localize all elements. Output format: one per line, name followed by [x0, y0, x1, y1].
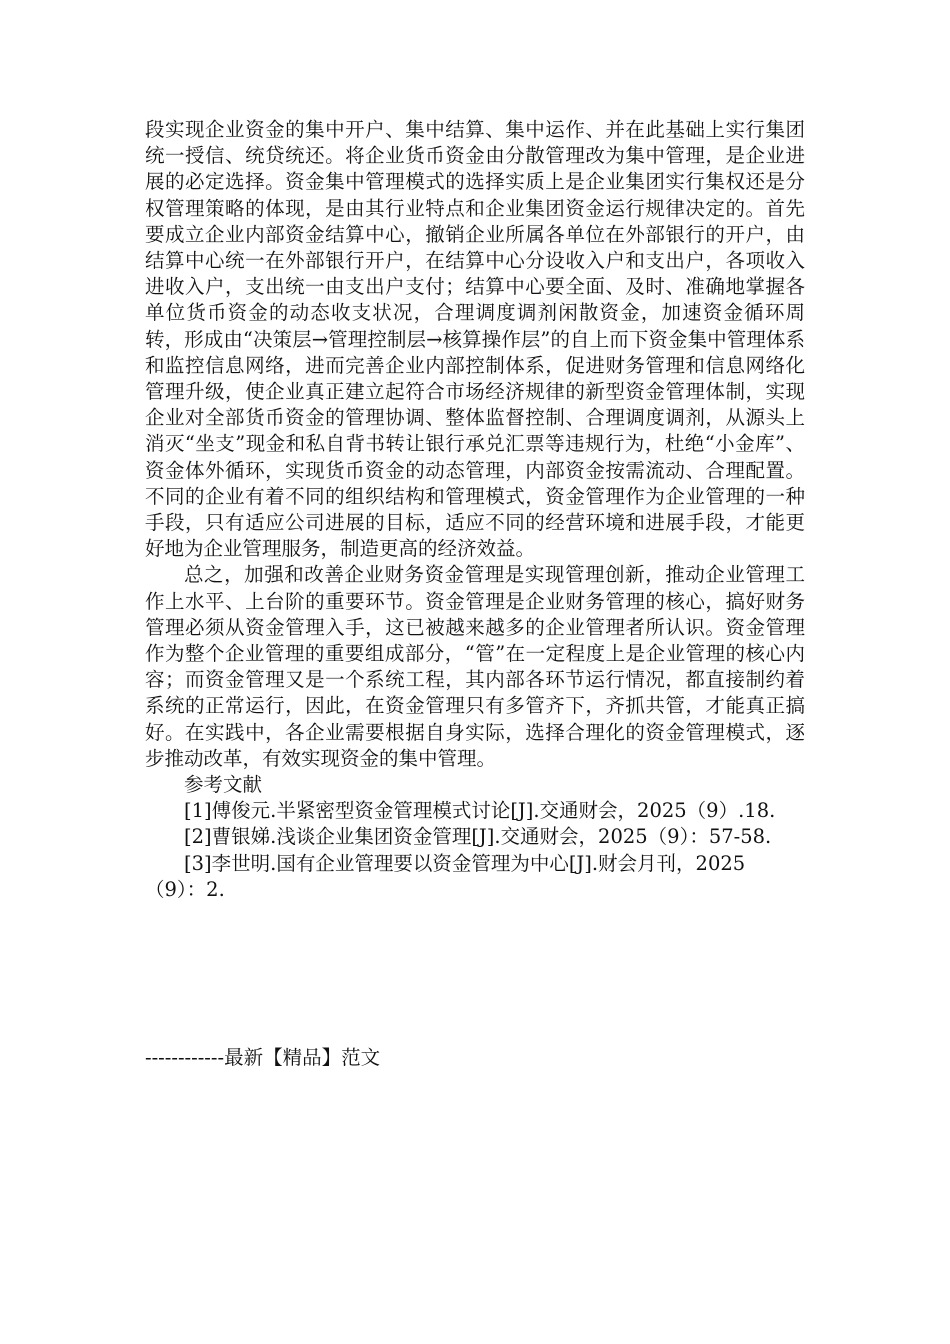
- body-paragraph-2: 总之，加强和改善企业财务资金管理是实现管理创新，推动企业管理工作上水平、上台阶的重要环节。资金管理是企业财务管理的核心，搞好财务管理必须从资金管理入手，这已被越来越多的企业管理者所认识。资金管理作为整个企业管理的重要组成部分，“管”在一定程度上是企业管理的核心内容；而资金管理又是一个系统工程，其内部各环节运行情况，都直接制约着系统的正常运行，因此，在资金管理只有多管齐下，齐抓共管，才能真正搞好。在实践中，各企业需要根据自身实际，选择合理化的资金管理模式，逐步推动改革，有效实现资金的集中管理。: [145, 563, 805, 770]
- footer-banner: ------------最新【精品】范文: [145, 1046, 381, 1069]
- reference-item-2: [2]曹银娣.浅谈企业集团资金管理[J].交通财会，2025（9）：57-58.: [184, 825, 772, 849]
- reference-item-3: [3]李世明.国有企业管理要以资金管理为中心[J].财会月刊，2025（9）：2.: [145, 851, 746, 901]
- references-title: 参考文献: [184, 773, 263, 797]
- document-body: [145, 117, 805, 903]
- body-paragraph-1: 段实现企业资金的集中开户、集中结算、集中运作、并在此基础上实行集团统一授信、统贷统还。将企业货币资金由分散管理改为集中管理，是企业进展的必定选择。资金集中管理模式的选择实质上是企业集团实行集权还是分权管理策略的体现，是由其行业特点和企业集团资金运行规律决定的。首先要成立企业内部资金结算中心，撤销企业所属各单位在外部银行的开户，由结算中心统一在外部银行开户，在结算中心分设收入户和支出户，各项收入进收入户，支出统一由支出户支付；结算中心要全面、及时、准确地掌握各单位货币资金的动态收支状况，合理调度调剂闲散资金，加速资金循环周转，形成由“决策层→管理控制层→核算操作层”的自上而下资金集中管理体系和监控信息网络，进而完善企业内部控制体系，促进财务管理和信息网络化管理升级，使企业真正建立起符合市场经济规律的新型资金管理体制，实现企业对全部货币资金的管理协调、整体监督控制、合理调度调剂，从源头上消灭“坐支”现金和私自背书转让银行承兑汇票等违规行为，杜绝“小金库”、资金体外循环，实现货币资金的动态管理，内部资金按需流动、合理配置。不同的企业有着不同的组织结构和管理模式，资金管理作为企业管理的一种手段，只有适应公司进展的目标，适应不同的经营环境和进展手段，才能更好地为企业管理服务，制造更高的经济效益。: [145, 118, 805, 561]
- reference-item-1: [1]傅俊元.半紧密型资金管理模式讨论[J].交通财会，2025（9）.18.: [184, 799, 776, 823]
